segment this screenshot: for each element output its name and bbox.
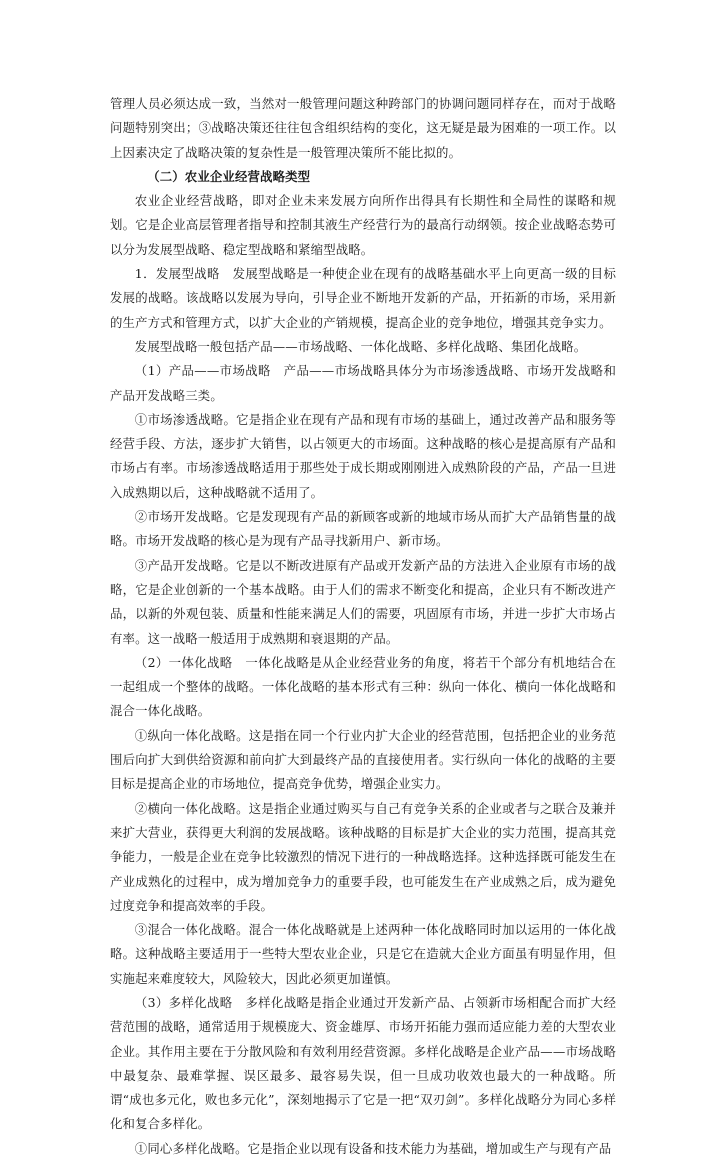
section-heading-strategy-types: （二）农业企业经营战略类型: [147, 168, 311, 184]
paragraph-market-development: ②市场开发战略。它是发现现有产品的新顾客或新的地域市场从而扩大产品销售量的战略。市场开发战略的核心是为现有产品寻找新用户、新市场。: [110, 509, 616, 549]
paragraph-horizontal-integration: ②横向一体化战略。这是指企业通过购买与自己有竞争关系的企业或者与之联合及兼并来扩大营业，获得更大利润的发展战略。该种战略的目标是扩大企业的实力范围，提高其竞争能力，一般是企业在竞争比较激烈的情况下进行的一种战略选择。这种选择既可能发生在产业成熟化的过程中，成为增加竞争力的重要手段，也可能发生在产业成熟之后，成为避免过度竞争和提高效率的手段。: [110, 800, 616, 913]
paragraph-diversification-strategy: （3）多样化战略 多样化战略是指企业通过开发新产品、占领新市场相配合而扩大经营范围的战略，通常适用于规模庞大、资金雄厚、市场开拓能力强而适应能力差的大型农业企业。其作用主要在于分散风险和有效利用经营资源。多样化战略是企业产品——市场战略中最复杂、最难掌握、误区最多、最容易失误，但一旦成功收效也最大的一种战略。所谓“成也多元化，败也多元化”，深刻地揭示了它是一把“双刃剑”。多样化战略分为同心多样化和复合多样化。: [110, 994, 616, 1132]
paragraph-strategy-complexity: 管理人员必须达成一致，当然对一般管理问题这种跨部门的协调问题同样存在，而对于战略问题特别突出；③战略决策还往往包含组织结构的变化，这无疑是最为困难的一项工作。以上因素决定了战略决策的复杂性是一般管理决策所不能比拟的。: [110, 96, 616, 160]
paragraph-growth-strategy-types: 发展型战略一般包括产品——市场战略、一体化战略、多样化战略、集团化战略。: [134, 338, 587, 354]
paragraph-vertical-integration: ①纵向一体化战略。这是指在同一个行业内扩大企业的经营范围，包括把企业的业务范围后向扩大到供给资源和前向扩大到最终产品的直接使用者。实行纵向一体化的战略的主要目标是提高企业的市场地位，提高竞争优势，增强企业实力。: [110, 727, 616, 792]
paragraph-mixed-integration: ③混合一体化战略。混合一体化战略就是上述两种一体化战略同时加以运用的一体化战略。这种战略主要适用于一些特大型农业企业，只是它在造就大企业方面虽有明显作用，但实施起来难度较大，风险较大，因此必须更加谨慎。: [110, 922, 616, 986]
paragraph-concentric-diversification: ①同心多样化战略。它是指企业以现有设备和技术能力为基础，增加或生产与现有产品: [134, 1140, 612, 1156]
paragraph-market-penetration: ①市场渗透战略。它是指企业在现有产品和现有市场的基础上，通过改善产品和服务等经营手段、方法，逐步扩大销售，以占领更大的市场面。这种战略的核心是提高原有产品和市场占有率。市场渗透战略适用于那些处于成长期或刚刚进入成熟阶段的产品，产品一旦进入成熟期以后，这种战略就不适用了。: [110, 411, 616, 500]
document-page: [110, 92, 616, 1161]
paragraph-strategy-definition: 农业企业经营战略，即对企业未来发展方向所作出得具有长期性和全局性的谋略和规划。它是企业高层管理者指导和控制其液生产经营行为的最高行动纲领。按企业战略态势可以分为发展型战略、稳定型战略和紧缩型战略。: [110, 193, 616, 257]
paragraph-product-development: ③产品开发战略。它是以不断改进原有产品或开发新产品的方法进入企业原有市场的战略，它是企业创新的一个基本战略。由于人们的需求不断变化和提高，企业只有不断改进产品，以新的外观包装、质量和性能来满足人们的需要，巩固原有市场，并进一步扩大市场占有率。这一战略一般适用于成熟期和衰退期的产品。: [110, 557, 616, 646]
paragraph-integration-strategy: （2）一体化战略 一体化战略是从企业经营业务的角度，将若干个部分有机地结合在一起组成一个整体的战略。一体化战略的基本形式有三种：纵向一体化、横向一体化战略和混合一体化战略。: [110, 654, 616, 719]
paragraph-product-market-strategy: （1）产品——市场战略 产品——市场战略具体分为市场渗透战略、市场开发战略和产品开发战略三类。: [110, 363, 616, 403]
paragraph-growth-strategy: 1．发展型战略 发展型战略是一种使企业在现有的战略基础水平上向更高一级的目标发展的战略。该战略以发展为导向，引导企业不断地开发新的产品，开拓新的市场，采用新的生产方式和管理方式，以扩大企业的产销规模，提高企业的竞争地位，增强其竞争实力。: [110, 266, 616, 330]
